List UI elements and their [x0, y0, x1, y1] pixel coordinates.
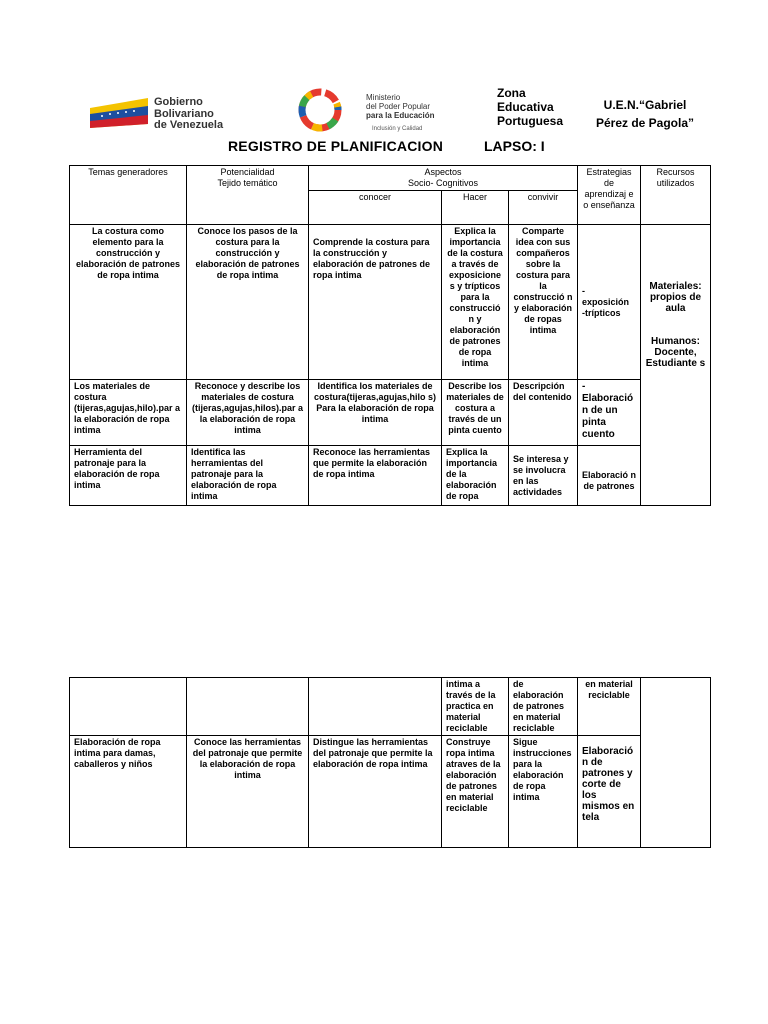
header-potencialidad: Potencialidad Tejido temático: [187, 166, 309, 225]
cell-temas: Herramienta del patronaje para la elaboración de ropa intima: [70, 446, 187, 506]
cell-conocer: Identifica los materiales de costura(tijeras,agujas,hilo s) Para la elaboración de ropa intima: [309, 380, 442, 446]
cell-conocer: Comprende la costura para la construcción y elaboración de patrones de ropa intima: [309, 225, 442, 380]
table-row: [70, 678, 711, 736]
cell-hacer: Explica la importancia de la costura a través de exposicione s y trípticos para la construcció n y elaboración de patrones de ropa intima: [442, 225, 509, 380]
cell-hacer: Construye ropa intima atraves de la elaboración de patrones en material reciclable: [442, 736, 509, 848]
gobierno-bolivariano-logo: [88, 94, 283, 130]
logo-gob-line1: Gobierno: [154, 96, 203, 108]
cell-recursos-empty: [641, 678, 711, 848]
header-conocer: conocer: [309, 191, 442, 225]
header-aspectos: Aspectos Socio- Cognitivos: [309, 166, 578, 191]
logo-min-line1: Ministerio: [366, 93, 401, 102]
table-row: [70, 380, 711, 446]
cell-conocer: Distingue las herramientas del patronaje que permite la elaboración de ropa intima: [309, 736, 442, 848]
lapso-label: LAPSO: I: [484, 138, 545, 154]
cell-hacer: intima a través de la practica en material reciclable: [442, 678, 509, 736]
cell-convivir: de elaboración de patrones en material reciclable: [509, 678, 578, 736]
planning-table-continued: [69, 677, 711, 848]
table-row: [70, 446, 711, 506]
cell-temas: Los materiales de costura (tijeras,agujas,hilo).par a la elaboración de ropa intima: [70, 380, 187, 446]
cell-potencialidad-empty: [187, 678, 309, 736]
cell-temas: La costura como elemento para la construcción y elaboración de patrones de ropa intima: [70, 225, 187, 380]
school-name-line2: Pérez de Pagola”: [595, 116, 695, 130]
cell-conocer: Reconoce las herramientas que permite la elaboración de ropa intima: [309, 446, 442, 506]
document-title: REGISTRO DE PLANIFICACION: [228, 138, 444, 154]
planning-table: [69, 165, 711, 506]
cell-temas: Elaboración de ropa intima para damas, caballeros y niños: [70, 736, 187, 848]
cell-conocer-empty: [309, 678, 442, 736]
cell-convivir: Descripción del contenido: [509, 380, 578, 446]
cell-hacer: Describe los materiales de costura a través de un pinta cuento: [442, 380, 509, 446]
cell-convivir: Se interesa y se involucra en las actividades: [509, 446, 578, 506]
logo-gob-line3: de Venezuela: [154, 119, 224, 130]
cell-temas-empty: [70, 678, 187, 736]
cell-estrategias: en material reciclable: [578, 678, 641, 736]
header-convivir: convivir: [509, 191, 578, 225]
table-row: [70, 736, 711, 848]
cell-convivir: Comparte idea con sus compañeros sobre la costura para la construcció n y elaboración de ropas intima: [509, 225, 578, 380]
zona-line1: Zona: [497, 86, 526, 100]
cell-potencialidad: Conoce los pasos de la costura para la construcción y elaboración de patrones de ropa intima: [187, 225, 309, 380]
zona-line3: Portuguesa: [497, 114, 564, 128]
logo-min-line3: para la Educación: [366, 111, 435, 120]
header-recursos: Recursos utilizados: [641, 166, 711, 225]
ministerio-educacion-logo: [286, 88, 471, 134]
cell-estrategias: Elaboració n de patrones: [578, 446, 641, 506]
logo-gob-line2: Bolivariano: [154, 108, 214, 120]
cell-potencialidad: Conoce las herramientas del patronaje que permite la elaboración de ropa intima: [187, 736, 309, 848]
zona-line2: Educativa: [497, 100, 554, 114]
cell-convivir: Sigue instrucciones para la elaboración de ropa intima: [509, 736, 578, 848]
cell-estrategias: - exposición -trípticos: [578, 225, 641, 380]
cell-hacer: Explica la importancia de la elaboración de ropa: [442, 446, 509, 506]
table-row: [70, 225, 711, 380]
school-name: [590, 96, 700, 132]
school-name-line1: U.E.N.“Gabriel: [603, 98, 687, 112]
cell-potencialidad: Identifica las herramientas del patronaje para la elaboración de ropa intima: [187, 446, 309, 506]
logo-min-tagline: Inclusión y Calidad: [372, 126, 423, 132]
zona-educativa: [497, 86, 563, 128]
cell-estrategias: Elaboració n de patrones y corte de los mismos en tela: [578, 736, 641, 848]
header-hacer: Hacer: [442, 191, 509, 225]
cell-estrategias: - Elaboració n de un pinta cuento: [578, 380, 641, 446]
header-estrategias: Estrategias de aprendizaj e o enseñanza: [578, 166, 641, 225]
header-temas: Temas generadores: [70, 166, 187, 225]
cell-potencialidad: Reconoce y describe los materiales de costura (tijeras,agujas,hilos).par a la elaboración de ropa intima: [187, 380, 309, 446]
logo-min-line2: del Poder Popular: [366, 102, 431, 111]
cell-recursos: Materiales: propios de aula Humanos: Docente, Estudiante s: [641, 225, 711, 506]
